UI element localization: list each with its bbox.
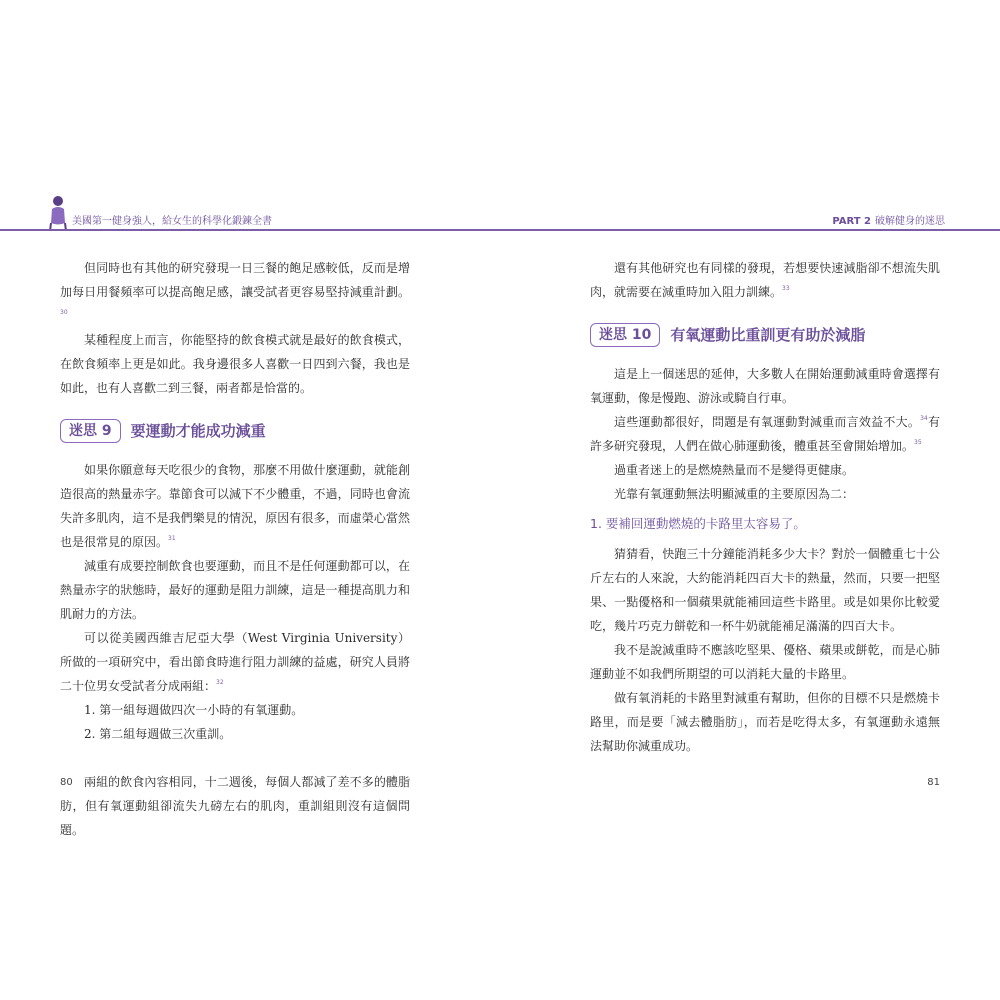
paragraph: 如果你願意每天吃很少的食物，那麼不用做什麼運動，就能創造很高的熱量赤字。靠節食可以減下不少體重，不過，同時也會流失許多肌肉，這不是我們樂見的情況，原因有很多，而虛榮心當然也是很常見的原因。$^{31}$	[60, 463, 410, 549]
page-number-left: 80	[60, 777, 73, 788]
paragraph: 過重者迷上的是燃燒熱量而不是變得更健康。	[614, 463, 855, 477]
footnote-ref: 34	[920, 415, 928, 422]
paragraph: 還有其他研究也有同樣的發現，若想要快速減脂卻不想流失肌肉，就需要在減重時加入阻力訓練。$^{33}$	[590, 261, 940, 299]
paragraph: 兩組的飲食內容相同，十二週後，每個人都減了差不多的體脂肪，但有氧運動組卻流失九磅左右的肌肉，重訓組則沒有這個問題。	[60, 775, 410, 837]
part-label: PART 2	[832, 216, 871, 227]
left-page-body	[60, 256, 410, 842]
footnote-ref: 32	[216, 679, 224, 686]
footnote-ref: 35	[914, 439, 922, 446]
right-page-body	[590, 256, 940, 758]
mascot-icon	[46, 193, 70, 233]
paragraph: 但同時也有其他的研究發現一日三餐的飽足感較低，反而是增加每日用餐頻率可以提高飽足感，讓受試者更容易堅持減重計劃。$^{30}$	[60, 261, 410, 316]
myth-10-heading	[590, 322, 940, 348]
myth-badge: 迷思 10	[590, 323, 660, 347]
group-list	[60, 698, 410, 746]
myth-title: 有氧運動比重訓更有助於減脂	[670, 326, 866, 344]
footnote-ref: 30	[60, 309, 68, 316]
footnote-ref: 31	[168, 535, 176, 542]
page-number-right: 81	[927, 777, 940, 788]
part-title: 破解健身的迷思	[875, 216, 945, 227]
reason-subheading: 1. 要補回運動燃燒的卡路里太容易了。	[590, 516, 806, 531]
part-header	[832, 212, 945, 227]
paragraph: 減重有成要控制飲食也要運動，而且不是任何運動都可以，在熱量赤字的狀態時，最好的運動是阻力訓練，這是一種提高肌力和肌耐力的方法。	[60, 559, 410, 621]
list-item: 2. 第二組每週做三次重訓。	[84, 727, 232, 741]
paragraph: 某種程度上而言，你能堅持的飲食模式就是最好的飲食模式，在飲食頻率上更是如此。我身邊很多人喜歡一日四到六餐，我也是如此，也有人喜歡二到三餐，兩者都是恰當的。	[60, 333, 410, 395]
myth-title: 要運動才能成功減重	[130, 422, 266, 440]
book-title: 美國第一健身強人，給女生的科學化鍛鍊全書	[72, 216, 272, 227]
paragraph: 可以從美國西維吉尼亞大學（West Virginia University）所做的一項研究中，看出節食時進行阻力訓練的益處，研究人員將二十位男女受試者分成兩組：$^{32}$	[60, 631, 410, 693]
myth-badge: 迷思 9	[60, 419, 121, 443]
list-item: 1. 第一組每週做四次一小時的有氧運動。	[84, 703, 304, 717]
paragraph: 猜猜看，快跑三十分鐘能消耗多少大卡？對於一個體重七十公斤左右的人來說，大約能消耗四百大卡的熱量，然而，只要一把堅果、一點優格和一個蘋果就能補回這些卡路里。或是如果你比較愛吃，幾片巧克力餅乾和一杯牛奶就能補足滿滿的四百大卡。	[590, 547, 940, 633]
paragraph: 我不是說減重時不應該吃堅果、優格、蘋果或餅乾，而是心肺運動並不如我們所期望的可以消耗大量的卡路里。	[590, 643, 940, 681]
myth-9-heading	[60, 418, 410, 444]
paragraph: 光靠有氧運動無法明顯減重的主要原因為二：	[614, 487, 855, 501]
paragraph: 做有氧消耗的卡路里對減重有幫助，但你的目標不只是燃燒卡路里，而是要「減去體脂肪」，而若是吃得太多，有氧運動永遠無法幫助你減重成功。	[590, 691, 940, 753]
header-divider	[0, 229, 1000, 231]
paragraph: 這些運動都很好，問題是有氧運動對減重而言效益不大。$^{34}$有許多研究發現，人們在做心肺運動後，體重甚至會開始增加。$^{35}$	[590, 415, 940, 453]
footnote-ref: 33	[782, 285, 790, 292]
paragraph: 這是上一個迷思的延伸，大多數人在開始運動減重時會選擇有氧運動，像是慢跑、游泳或騎自行車。	[590, 367, 940, 405]
